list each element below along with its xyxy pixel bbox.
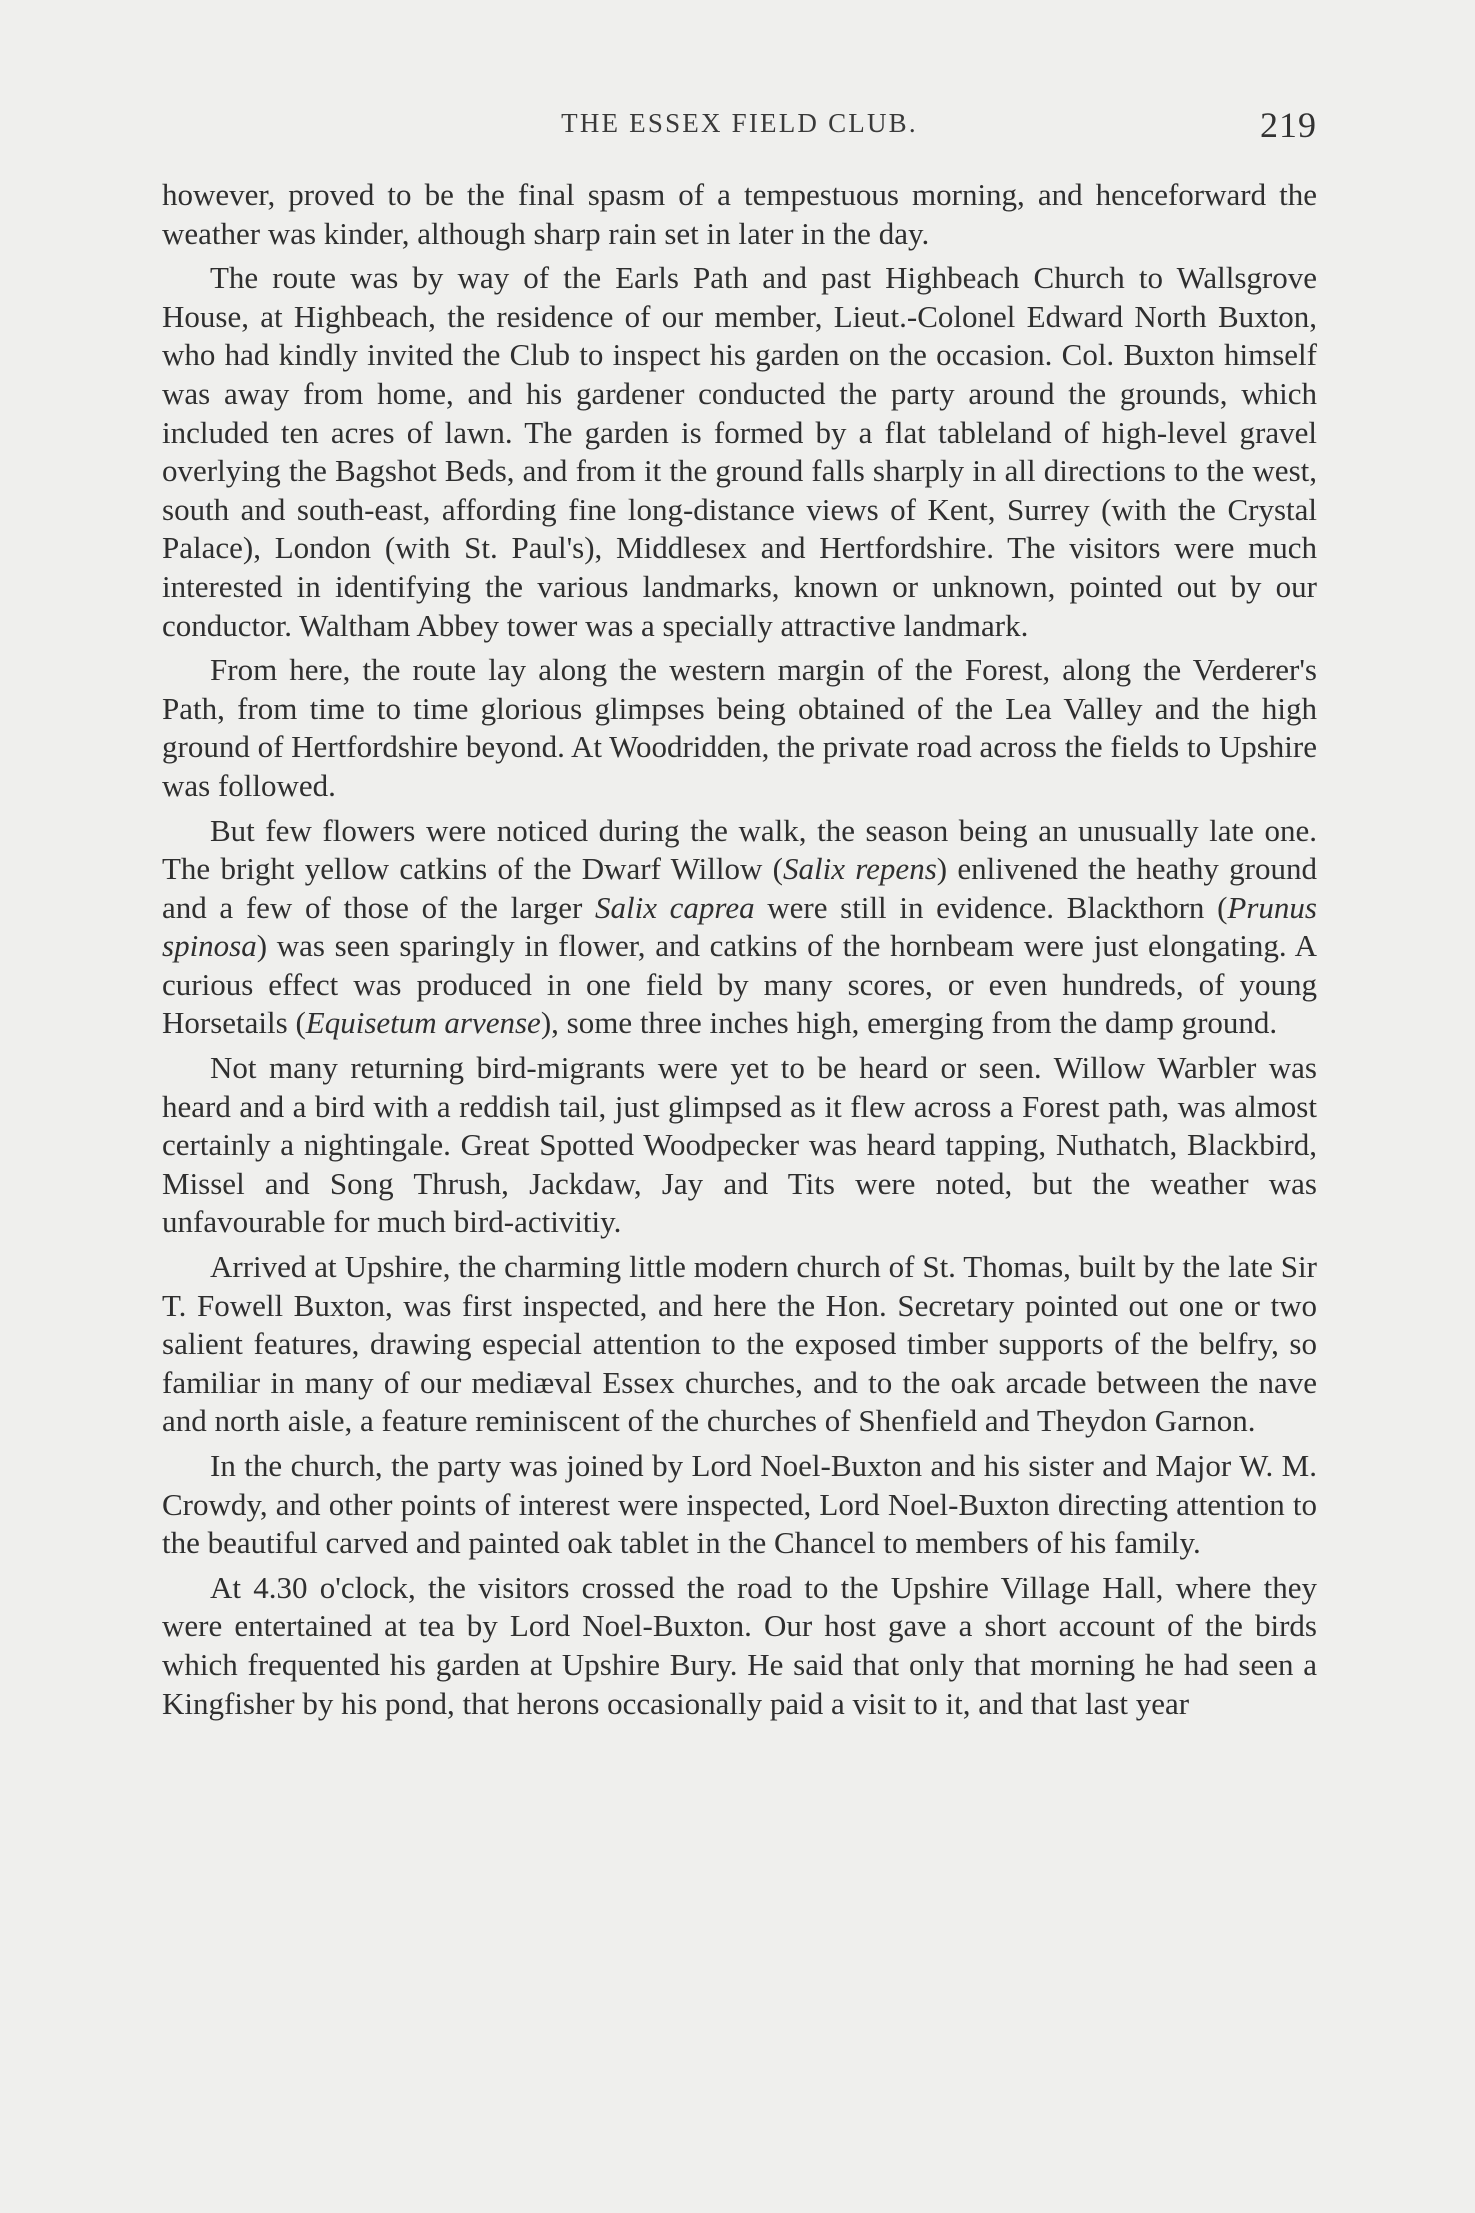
paragraph bbox=[162, 1569, 1317, 1723]
page-number: 219 bbox=[1260, 105, 1317, 145]
species-name: Salix caprea bbox=[595, 889, 755, 925]
body-text bbox=[162, 176, 1317, 1729]
paragraph bbox=[162, 1447, 1317, 1563]
species-name: Prunus spinosa bbox=[162, 889, 1317, 964]
text-run: ) was seen sparingly in flower, and catkins of the hornbeam were just elongating. A curious effect was produced in one field by many scores, or even hundreds, of young Horsetails ( bbox=[162, 928, 1317, 1041]
text-run: At 4.30 o'clock, the visitors crossed the road to the Upshire Village Hall, where they were entertained at tea by Lord Noel-Buxton. Our host gave a short account of the birds which frequented his garden at Upshire Bury. He said that only that morning he had seen a Kingfisher by his pond, that herons occasionally paid a visit to it, and that last year bbox=[162, 1569, 1317, 1721]
text-run: however, proved to be the final spasm of a tempestuous morning, and henceforward the weather was kinder, although sharp rain set in later in the day. bbox=[162, 177, 1317, 251]
species-name: Salix repens bbox=[783, 851, 937, 887]
text-run: ), some three inches high, emerging from the damp ground. bbox=[540, 1005, 1278, 1041]
paragraph bbox=[162, 1248, 1317, 1441]
species-name: Equisetum arvense bbox=[305, 1005, 541, 1041]
text-run: were still in evidence. Blackthorn ( bbox=[754, 889, 1228, 925]
text-run: ) enlivened the heathy ground and a few of those of the larger bbox=[162, 851, 1318, 925]
text-run: The route was by way of the Earls Path and past Highbeach Church to Wallsgrove House, at Highbeach, the residence of our member, Lieut.-Colonel Edward North Buxton, who had kindly invited the Club to inspect his garden on the occasion. Col. Buxton himself was away from home, and his gardener conducted the party around the grounds, which included ten acres of lawn. The garden is formed by a flat tableland of high-level gravel overlying the Bagshot Beds, and from it the ground falls sharply in all directions to the west, south and south-east, affording fine long-distance views of Kent, Surrey (with the Crystal Palace), London (with St. Paul's), Middlesex and Hertfordshire. The visitors were much interested in identifying the various landmarks, known or unknown, pointed out by our conductor. Waltham Abbey tower was a specially attractive landmark. bbox=[162, 260, 1317, 643]
paragraph bbox=[162, 259, 1317, 645]
paragraph bbox=[162, 812, 1317, 1044]
running-head bbox=[162, 104, 1317, 152]
text-run: Not many returning bird-migrants were yet to be heard or seen. Willow Warbler was heard and a bird with a reddish tail, just glimpsed as it flew across a Forest path, was almost certainly a nightingale. Great Spotted Woodpecker was heard tapping, Nuthatch, Blackbird, Missel and Song Thrush, Jackdaw, Jay and Tits were noted, but the weather was unfavourable for much bird-activitiy. bbox=[162, 1050, 1317, 1240]
text-run: From here, the route lay along the western margin of the Forest, along the Verderer's Path, from time to time glorious glimpses being obtained of the Lea Valley and the high ground of Hertfordshire beyond. At Woodridden, the private road across the fields to Upshire was followed. bbox=[162, 652, 1317, 803]
paragraph bbox=[162, 651, 1317, 805]
text-run: But few flowers were noticed during the walk, the season being an unusually late one. The bright yellow catkins of the Dwarf Willow ( bbox=[162, 812, 1317, 887]
running-title: THE ESSEX FIELD CLUB. bbox=[561, 108, 918, 138]
paragraph bbox=[162, 176, 1317, 253]
paragraph bbox=[162, 1049, 1317, 1242]
text-run: Arrived at Upshire, the charming little modern church of St. Thomas, built by the late Sir T. Fowell Buxton, was first inspected, and here the Hon. Secretary pointed out one or two salient features, drawing especial attention to the exposed timber supports of the belfry, so familiar in many of our mediæval Essex churches, and to the oak arcade between the nave and north aisle, a feature reminiscent of the churches of Shenfield and Theydon Garnon. bbox=[162, 1249, 1317, 1439]
text-run: In the church, the party was joined by Lord Noel-Buxton and his sister and Major W. M. Crowdy, and other points of interest were inspected, Lord Noel-Buxton directing attention to the beautiful carved and painted oak tablet in the Chancel to members of his family. bbox=[162, 1448, 1317, 1561]
